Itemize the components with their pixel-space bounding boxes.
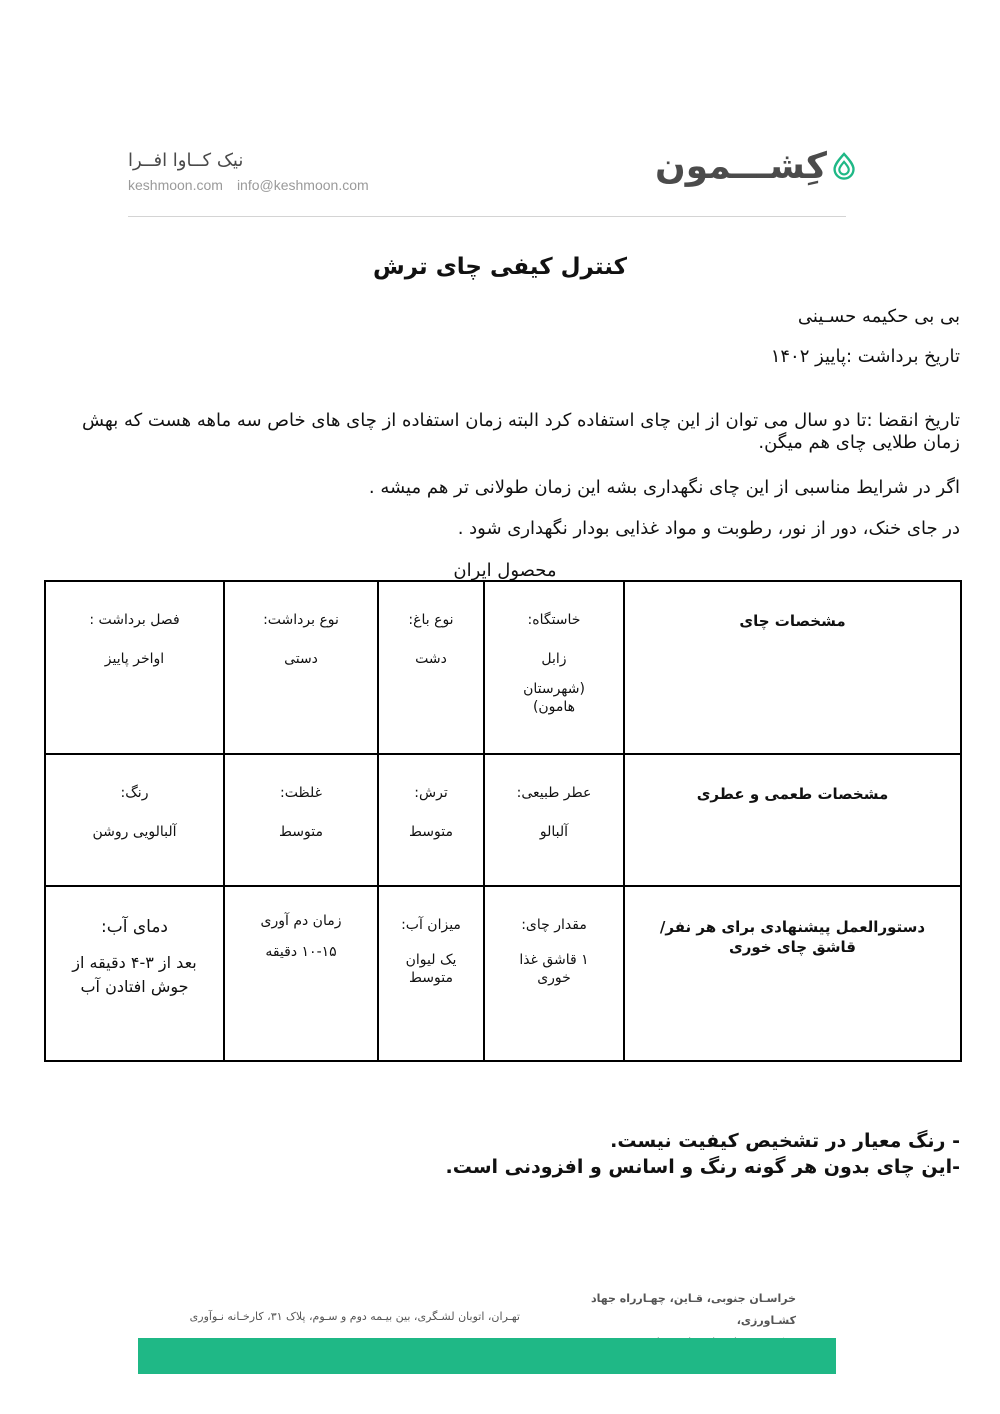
table-cell bbox=[377, 755, 483, 885]
cell-value: متوسط bbox=[279, 824, 323, 840]
table-cell bbox=[483, 755, 623, 885]
leaf-logo-icon bbox=[833, 140, 855, 192]
cell-label: رنگ: bbox=[120, 785, 149, 801]
cell-value: ۱ قاشق غذا خوری bbox=[519, 952, 589, 986]
row-heading-text: مشخصات طعمی و عطری bbox=[696, 785, 889, 803]
cell-label: عطر طبیعی: bbox=[516, 785, 592, 801]
producer-name: بی بی حکیمه حسـینی bbox=[797, 306, 960, 327]
table-cell bbox=[377, 887, 483, 1060]
row-heading-text: دستورالعمل پیشنهادی برای هر نفر/ قاشق چای خوری bbox=[659, 918, 926, 956]
header-divider bbox=[128, 216, 846, 217]
table-cell bbox=[223, 582, 377, 753]
cell-value: زابل bbox=[541, 651, 567, 667]
table-cell bbox=[46, 582, 223, 753]
document-title: کنترل کیفی چای ترش bbox=[373, 254, 627, 280]
footer-color-bar bbox=[138, 1338, 836, 1374]
email-link[interactable]: info@keshmoon.com bbox=[236, 177, 369, 193]
cell-value: آلبالو bbox=[539, 824, 569, 840]
cell-label: فصل برداشت : bbox=[89, 612, 180, 628]
keeping-note: در جای خنک، دور از نور، رطوبت و مواد غذایی بودار نگهداری شود . bbox=[457, 518, 960, 539]
cell-value: یک لیوان متوسط bbox=[405, 952, 457, 986]
company-name: نیک کــاوا افــرا bbox=[128, 150, 244, 171]
table-row-heading bbox=[623, 582, 960, 753]
table-row bbox=[46, 755, 960, 887]
cell-label: مقدار چای: bbox=[521, 917, 587, 933]
footer-address-line: خراسـان جنوبی، قـاین، چهـارراه جهاد کشـاورزی، bbox=[591, 1292, 796, 1327]
cell-value: ۱۰-۱۵ دقیقه bbox=[265, 944, 337, 960]
cell-value: آلبالویی روشن bbox=[92, 824, 177, 840]
harvest-date: تاریخ برداشت :پاییز ۱۴۰۲ bbox=[770, 346, 960, 367]
footer-address-tehran: تهـران، اتوبان لشـگری، بین بیـمه دوم و سـوم، پلاک ۳۱، کارخـانه نـوآوری bbox=[189, 1310, 520, 1323]
table-row bbox=[46, 582, 960, 755]
cell-label: نوع برداشت: bbox=[263, 612, 339, 628]
table-row bbox=[46, 887, 960, 1060]
table-row-heading bbox=[623, 755, 960, 885]
logo-text: کِشـــمون bbox=[655, 145, 827, 187]
cell-label: میزان آب: bbox=[401, 917, 461, 933]
table-cell bbox=[46, 755, 223, 885]
notes-block bbox=[260, 1128, 960, 1180]
brand-logo bbox=[655, 138, 855, 194]
company-contacts bbox=[128, 177, 408, 193]
storage-note: اگر در شرایط مناسبی از این چای نگهداری بشه این زمان طولانی تر هم میشه . bbox=[368, 477, 960, 498]
cell-label: ترش: bbox=[414, 785, 448, 801]
cell-value: دشت bbox=[415, 651, 447, 667]
table-cell bbox=[223, 755, 377, 885]
table-row-heading bbox=[623, 887, 960, 1060]
cell-label: دمای آب: bbox=[100, 917, 169, 937]
table-cell bbox=[377, 582, 483, 753]
cell-value: اواخر پاییز bbox=[104, 651, 165, 667]
row-heading-text: مشخصات چای bbox=[739, 612, 846, 630]
table-cell bbox=[46, 887, 223, 1060]
cell-label: زمان دم آوری bbox=[260, 913, 342, 929]
cell-label: غلظت: bbox=[280, 785, 322, 801]
company-info bbox=[128, 150, 408, 193]
table-cell bbox=[483, 887, 623, 1060]
origin-label: محصول ایران bbox=[453, 560, 557, 581]
cell-value: دستی bbox=[284, 651, 318, 667]
cell-value-secondary: (شهرستان هامون) bbox=[523, 681, 585, 715]
table-cell bbox=[483, 582, 623, 753]
spec-table bbox=[44, 580, 962, 1062]
cell-label: خاستگاه: bbox=[527, 612, 581, 628]
table-cell bbox=[223, 887, 377, 1060]
website-link[interactable]: keshmoon.com bbox=[128, 177, 223, 193]
cell-value: بعد از ۳-۴ دقیقه از جوش افتادن آب bbox=[72, 953, 197, 996]
expiry-text: تاریخ انقضا :تا دو سال می توان از این چای استفاده کرد البته زمان استفاده از چای های خاص سه ماهه هست که بهش زمان طلایی چای هم میگن. bbox=[81, 410, 960, 453]
note-line: - رنگ معیار در تشخیص کیفیت نیست. bbox=[610, 1130, 960, 1152]
cell-label: نوع باغ: bbox=[408, 612, 454, 628]
note-line: -این چای بدون هر گونه رنگ و اسانس و افزودنی است. bbox=[445, 1156, 960, 1178]
cell-value: متوسط bbox=[409, 824, 453, 840]
